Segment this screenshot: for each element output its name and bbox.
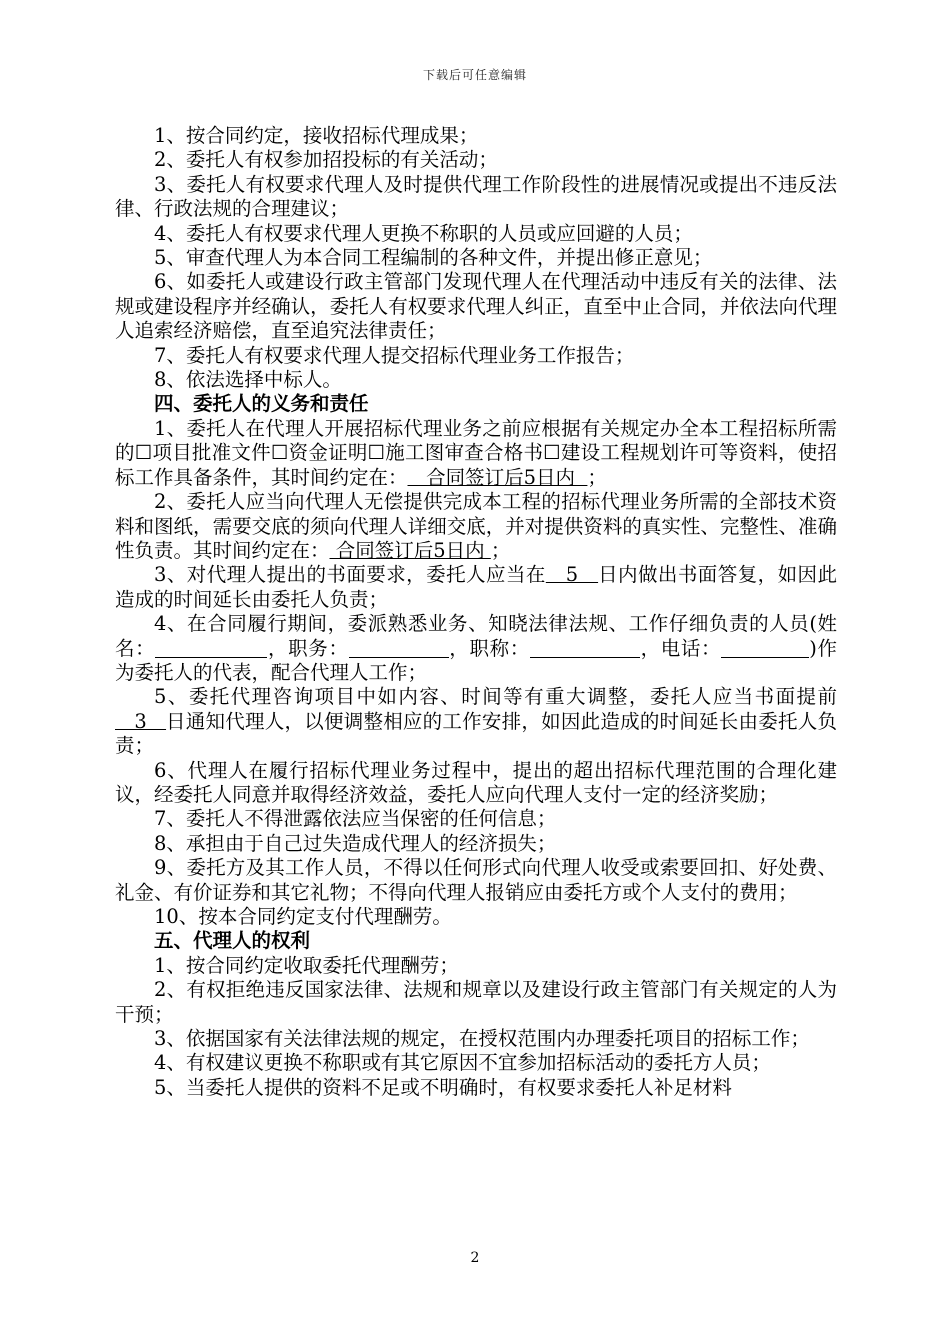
text: 日通知代理人，以便调整相应的工作安排，如因此造成的时间延长由委托人负责； bbox=[115, 709, 837, 758]
paragraph: 1、按合同约定，接收招标代理成果； bbox=[154, 124, 479, 147]
paragraph bbox=[115, 563, 837, 612]
text: ，职称： bbox=[448, 636, 530, 660]
document-body bbox=[115, 124, 837, 1100]
title-blank bbox=[530, 639, 640, 658]
paragraph: 8、承担由于自己过失造成代理人的经济损失； bbox=[154, 831, 557, 855]
paragraph: 6、如委托人或建设行政主管部门发现代理人在代理活动中违反有关的法律、法规或建设程序并经确认，委托人有权要求代理人纠正，直至中止合同，并依法向代理人追索经济赔偿，直至追究法律责任； bbox=[115, 270, 837, 343]
paragraph bbox=[115, 685, 837, 758]
paragraph: 4、委托人有权要求代理人更换不称职的人员或应回避的人员； bbox=[154, 221, 693, 245]
text: 日内做出书面答复，如因此造成的时间延长由委托人负责； bbox=[115, 563, 837, 611]
filled-blank: 合同签订后5日内 bbox=[329, 538, 491, 562]
phone-blank bbox=[721, 639, 809, 658]
paragraph: 5、当委托人提供的资料不足或不明确时，有权要求委托人补足材料 bbox=[154, 1075, 732, 1099]
text: 5、委托代理咨询项目中如内容、时间等有重大调整，委托人应当书面提前 bbox=[154, 685, 837, 709]
paragraph bbox=[115, 490, 837, 563]
text: ； bbox=[490, 538, 511, 562]
paragraph: 2、有权拒绝违反国家法律、法规和规章以及建设行政主管部门有关规定的人为干预； bbox=[115, 978, 837, 1026]
name-blank bbox=[155, 639, 267, 658]
paragraph: 4、有权建议更换不称职或有其它原因不宜参加招标活动的委托方人员； bbox=[154, 1051, 771, 1075]
paragraph: 6、代理人在履行招标代理业务过程中，提出的超出招标代理范围的合理化建议，经委托人同意并取得经济效益，委托人应向代理人支付一定的经济奖励； bbox=[115, 758, 837, 806]
paragraph: 9、委托方及其工作人员，不得以任何形式向代理人收受或索要回扣、好处费、礼金、有价证券和其它礼物；不得向代理人报销应由委托方或个人支付的费用； bbox=[115, 856, 837, 904]
paragraph: 3、委托人有权要求代理人及时提供代理工作阶段性的进展情况或提出不违反法律、行政法规的合理建议； bbox=[115, 172, 837, 221]
text: ，电话： bbox=[639, 636, 722, 660]
paragraph: 2、委托人有权参加招投标的有关活动； bbox=[154, 148, 498, 172]
page-number: 2 bbox=[470, 1250, 480, 1266]
paragraph: 7、委托人有权要求代理人提交招标代理业务工作报告； bbox=[154, 343, 635, 367]
paragraph: 3、依据国家有关法律法规的规定，在授权范围内办理委托项目的招标工作； bbox=[154, 1027, 810, 1051]
text: )作为委托人的代表，配合代理人工作； bbox=[115, 636, 837, 684]
text: 4、在合同履行期间，委派熟悉业务、知晓法律法规、工作仔细负责的人员(姓名： bbox=[115, 612, 837, 660]
paragraph: 5、审查代理人为本合同工程编制的各种文件，并提出修正意见； bbox=[154, 246, 713, 270]
paragraph bbox=[115, 417, 837, 490]
paragraph bbox=[115, 612, 837, 685]
section-heading: 五、代理人的权利 bbox=[154, 929, 311, 953]
paragraph: 1、按合同约定收取委托代理酬劳； bbox=[154, 953, 459, 977]
page-header: 下载后可任意编辑 bbox=[422, 68, 527, 82]
paragraph: 7、委托人不得泄露依法应当保密的任何信息； bbox=[154, 807, 557, 831]
filled-blank: 合同签订后5日内 bbox=[407, 465, 588, 489]
section-heading: 四、委托人的义务和责任 bbox=[154, 392, 369, 416]
position-blank bbox=[349, 639, 449, 658]
paragraph: 8、依法选择中标人。 bbox=[154, 368, 342, 392]
text: 1、委托人在代理人开展招标代理业务之前应根据有关规定办全本工程招标所需的☐项目批准文件☐资金证明☐施工图审查合格书☐建设工程规划许可等资料，使招标工作具备条件，其时间约定在： bbox=[115, 416, 837, 489]
paragraph: 10、按本合同约定支付代理酬劳。 bbox=[154, 905, 452, 928]
filled-blank: 3 bbox=[115, 709, 167, 733]
text: 3、对代理人提出的书面要求，委托人应当在 bbox=[154, 563, 546, 587]
text: ，职务： bbox=[267, 636, 349, 660]
filled-blank: 5 bbox=[545, 563, 599, 587]
text: 2、委托人应当向代理人无偿提供完成本工程的招标代理业务所需的全部技术资料和图纸，需要交底的须向代理人详细交底，并对提供资料的真实性、完整性、准确性负责。其时间约定在： bbox=[115, 490, 837, 562]
text: ； bbox=[587, 465, 607, 489]
